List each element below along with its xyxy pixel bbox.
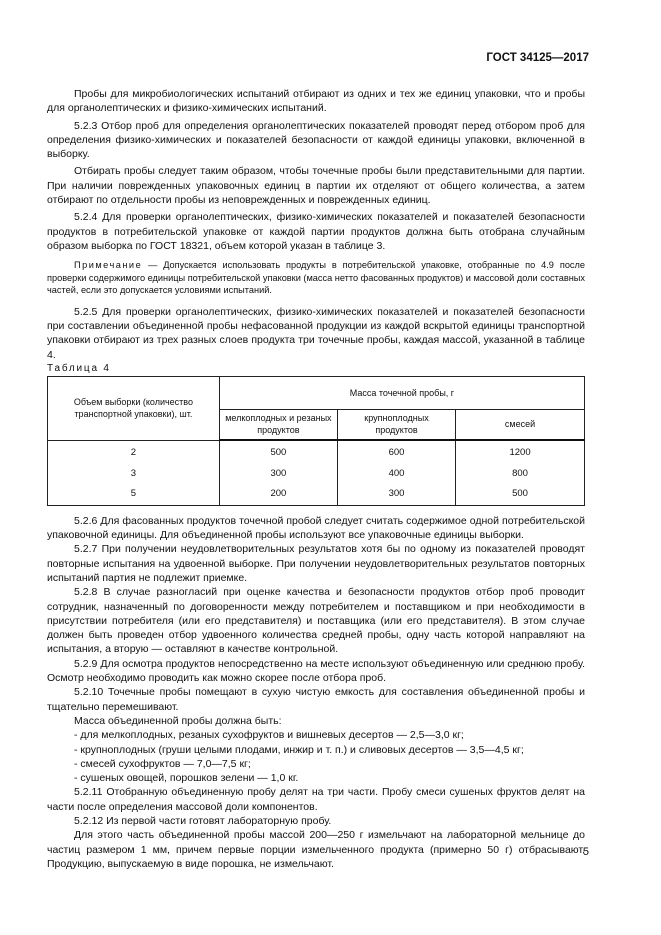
paragraph: 5.2.8 В случае разногласий при оценке качества и безопасности продуктов отбор проб проводит сотрудник, назначенный по договоренности между потребителем и поставщиком и при необходимости в присутствии потребителя (или его представителя) и поставщика (или его представителя). В этом случае должен быть проведен отбор удвоенного количества средней пробы, одну часть которой направляют на испытания, а вторую — оставляют в качестве контрольной. xyxy=(47,586,585,656)
table-row xyxy=(48,440,585,464)
column-header-mixtures: смесей xyxy=(456,410,585,441)
table-cell: 3 xyxy=(48,464,220,485)
paragraph: 5.2.4 Для проверки органолептических, физико-химических показателей и показателей безопасности продуктов в потребительской упаковке от каждой партии продуктов должна быть отобрана случайным образом выборка по ГОСТ 18321, объем которой указан в таблице 3. xyxy=(47,211,585,252)
paragraph: Отбирать пробы следует таким образом, чтобы точечные пробы были представительными для партии. При наличии поврежденных упаковочных единиц в партии их отделяют от общего количества, а затем отбирают по отдельности пробы из неповрежденных и поврежденных единиц. xyxy=(47,165,585,207)
table-row xyxy=(48,464,585,485)
page-number: 5 xyxy=(582,846,589,858)
paragraph: 5.2.11 Отобранную объединенную пробу делят на три части. Пробу смеси сушеных фруктов делят на части после определения массовой доли компонентов. xyxy=(47,786,585,813)
note-text: — Допускается использовать продукты в потребительской упаковке, отобранные по 4.9 после проверки содержимого единицы потребительской упаковки (масса нетто фасованных продуктов) и массовой доли составных частей, если это допускается условиями испытаний. xyxy=(47,260,585,296)
list-item: - смесей сухофруктов — 7,0—7,5 кг; xyxy=(74,757,251,770)
table-cell: 500 xyxy=(219,440,337,464)
list-item: - крупноплодных (груши целыми плодами, инжир и т. п.) и сливовых десертов — 3,5—4,5 кг; xyxy=(74,743,524,756)
paragraph: 5.2.12 Из первой части готовят лабораторную пробу. xyxy=(74,814,332,827)
paragraph: Пробы для микробиологических испытаний отбирают из одних и тех же единиц упаковки, что и пробы для органолептических и физико-химических испытаний. xyxy=(47,88,585,115)
table-cell: 2 xyxy=(48,440,220,464)
note xyxy=(47,259,585,297)
table-cell: 1200 xyxy=(456,440,585,464)
table-cell: 800 xyxy=(456,464,585,485)
list-item: - для мелкоплодных, резаных сухофруктов и вишневых десертов — 2,5—3,0 кг; xyxy=(74,729,464,742)
table-cell: 300 xyxy=(337,484,455,505)
table-cell: 500 xyxy=(456,484,585,505)
paragraph: 5.2.3 Отбор проб для определения органолептических показателей проводят перед отбором проб для определения физико-химических и показателей безопасности от каждой единицы упаковки, включенной в выборку. xyxy=(47,119,585,161)
paragraph: 5.2.5 Для проверки органолептических, физико-химических показателей и показателей безопасности при составлении объединенной пробы нефасованной продукции из каждой вскрытой единицы транспортной упаковки отбирают из трех разных слоев продукта три точечные пробы, каждая массой, указанной в таблице 4. xyxy=(47,305,585,361)
column-header-large-fruit: крупноплодных продуктов xyxy=(337,410,455,441)
table-cell: 600 xyxy=(337,440,455,464)
paragraph: 5.2.9 Для осмотра продуктов непосредственно на месте используют объединенную или среднюю пробу. Осмотр необходимо проводить как можно скорее после отбора проб. xyxy=(47,657,585,685)
table-4 xyxy=(47,376,585,506)
column-header-small-fruit: мелкоплодных и резаных продуктов xyxy=(219,410,337,441)
document-body xyxy=(47,87,585,871)
column-header-mass-group: Масса точечной пробы, г xyxy=(219,377,584,410)
paragraph: Масса объединенной пробы должна быть: xyxy=(74,714,282,727)
column-header-sample-size: Объем выборки (количество транспортной упаковки), шт. xyxy=(48,377,220,441)
paragraph: 5.2.7 При получении неудовлетворительных результатов хотя бы по одному из показателей проводят повторные испытания на удвоенной выборке. При получении неудовлетворительных результатов повторных испытаний партия не подлежит приемке. xyxy=(47,543,585,584)
paragraph: Для этого часть объединенной пробы массой 200—250 г измельчают на лабораторной мельнице до частиц размером 1 мм, причем первые порции измельченного продукта (примерно 50 г) отбрасывают. Продукцию, выпускаемую в виде порошка, не измельчают. xyxy=(47,829,585,870)
document-header: ГОСТ 34125—2017 xyxy=(486,52,589,64)
table-row xyxy=(48,484,585,505)
paragraph: 5.2.10 Точечные пробы помещают в сухую чистую емкость для составления объединенной пробы и тщательно перемешивают. xyxy=(47,686,585,713)
table-cell: 5 xyxy=(48,484,220,505)
note-label: Примечание xyxy=(74,260,143,271)
table-cell: 400 xyxy=(337,464,455,485)
table-cell: 300 xyxy=(219,464,337,485)
section-after-table xyxy=(47,514,585,871)
paragraph: 5.2.6 Для фасованных продуктов точечной пробой следует считать содержимое одной потребительской упаковочной единицы. Для объединенной пробы используют все упаковочные единицы выборки. xyxy=(47,514,585,542)
list-item: - сушеных овощей, порошков зелени — 1,0 кг. xyxy=(74,772,299,785)
table-cell: 200 xyxy=(219,484,337,505)
table-caption: Таблица 4 xyxy=(47,362,111,374)
